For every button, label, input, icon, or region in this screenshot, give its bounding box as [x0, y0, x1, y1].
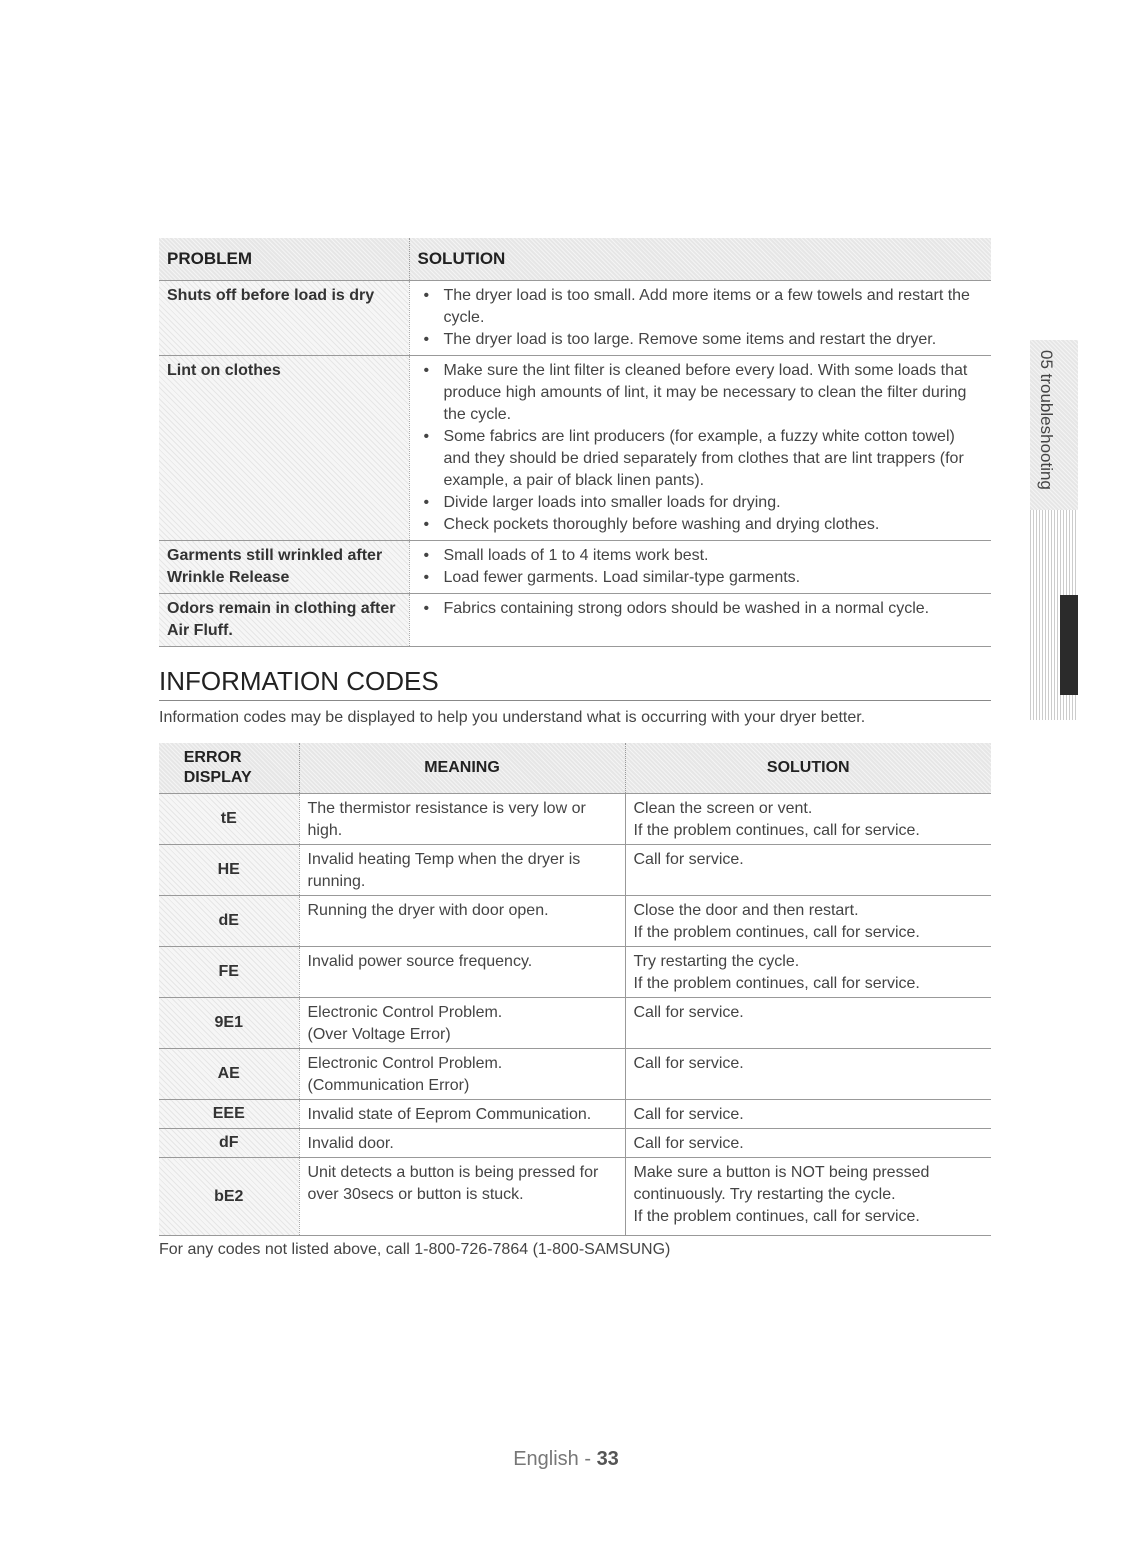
meaning-line: The thermistor resistance is very low or high. — [307, 800, 586, 839]
header-meaning: MEANING — [299, 743, 625, 794]
solution-line: Call for service. — [633, 1106, 744, 1123]
solution-list — [422, 598, 984, 620]
problem-row — [159, 281, 991, 356]
information-codes-table — [159, 743, 991, 1236]
problem-row — [159, 356, 991, 541]
section-title: INFORMATION CODES — [159, 666, 991, 701]
header-problem: PROBLEM — [159, 238, 409, 281]
problem-cell: Garments still wrinkled after Wrinkle Release — [159, 541, 409, 594]
solution-cell — [625, 998, 991, 1049]
solution-item: • The dryer load is too small. Add more items or a few towels and restart the cycle. — [444, 285, 984, 329]
meaning-line: Electronic Control Problem. — [307, 1055, 503, 1072]
code-row — [159, 794, 991, 845]
meaning-cell — [299, 1100, 625, 1129]
meaning-line: Invalid door. — [307, 1135, 394, 1152]
meaning-line: Running the dryer with door open. — [307, 902, 549, 919]
solution-line: If the problem continues, call for service. — [633, 1208, 920, 1225]
solution-cell — [625, 1129, 991, 1158]
code-cell: tE — [159, 794, 299, 845]
code-cell: AE — [159, 1049, 299, 1100]
solution-cell — [409, 356, 991, 541]
solution-cell — [625, 1158, 991, 1236]
solution-item: • Small loads of 1 to 4 items work best. — [444, 545, 984, 567]
solution-cell — [409, 281, 991, 356]
solution-item: • Fabrics containing strong odors should be washed in a normal cycle. — [444, 598, 984, 620]
solution-line: Call for service. — [633, 1135, 744, 1152]
solution-line: Try restarting the cycle. — [633, 953, 800, 970]
code-row — [159, 896, 991, 947]
solution-line: Call for service. — [633, 1055, 744, 1072]
code-cell: dF — [159, 1129, 299, 1158]
code-row — [159, 998, 991, 1049]
meaning-cell — [299, 998, 625, 1049]
solution-line: Call for service. — [633, 851, 744, 868]
page-number: English - 33 — [513, 1448, 619, 1470]
code-row — [159, 845, 991, 896]
code-cell: FE — [159, 947, 299, 998]
code-cell: dE — [159, 896, 299, 947]
solution-cell — [625, 896, 991, 947]
header-solution-codes: SOLUTION — [625, 743, 991, 794]
problem-cell: Lint on clothes — [159, 356, 409, 541]
solution-cell — [409, 594, 991, 647]
footer-note: For any codes not listed above, call 1-800-726-7864 (1-800-SAMSUNG) — [159, 1241, 671, 1258]
solution-cell — [625, 1049, 991, 1100]
code-row — [159, 1100, 991, 1129]
problem-row — [159, 541, 991, 594]
meaning-cell — [299, 845, 625, 896]
side-tab-label: 05 troubleshooting — [1037, 350, 1056, 490]
solution-item: • Check pockets thoroughly before washing and drying clothes. — [444, 514, 984, 536]
solution-line: If the problem continues, call for service. — [633, 975, 920, 992]
solution-item: • Make sure the lint filter is cleaned before every load. With some loads that produce high amounts of lint, it may be necessary to clean the filter during the cycle. — [444, 360, 984, 426]
solution-cell — [625, 947, 991, 998]
solution-line: Close the door and then restart. — [633, 902, 859, 919]
problem-row — [159, 594, 991, 647]
code-row — [159, 1049, 991, 1100]
solution-list — [422, 545, 984, 589]
meaning-line: Electronic Control Problem. — [307, 1004, 503, 1021]
code-row — [159, 1158, 991, 1236]
solution-item: • Some fabrics are lint producers (for example, a fuzzy white cotton towel) and they should be dried separately from clothes that are lint trappers (for example, a pair of black linen pants). — [444, 426, 984, 492]
code-row — [159, 1129, 991, 1158]
meaning-cell — [299, 794, 625, 845]
code-cell: 9E1 — [159, 998, 299, 1049]
meaning-cell — [299, 1158, 625, 1236]
side-tab-marker — [1060, 595, 1078, 695]
meaning-line: Invalid heating Temp when the dryer is running. — [307, 851, 581, 890]
header-solution: SOLUTION — [409, 238, 991, 281]
meaning-cell — [299, 1129, 625, 1158]
solution-item: • Load fewer garments. Load similar-type garments. — [444, 567, 984, 589]
header-error-display: ERROR DISPLAY — [159, 743, 299, 794]
meaning-line: Unit detects a button is being pressed for over 30secs or button is stuck. — [307, 1164, 599, 1203]
solution-line: Make sure a button is NOT being pressed continuously. Try restarting the cycle. — [633, 1164, 930, 1203]
code-cell: bE2 — [159, 1158, 299, 1236]
code-cell: EEE — [159, 1100, 299, 1129]
meaning-cell — [299, 947, 625, 998]
solution-item: • The dryer load is too large. Remove some items and restart the dryer. — [444, 329, 984, 351]
code-row — [159, 947, 991, 998]
solution-list — [422, 360, 984, 536]
solution-cell — [409, 541, 991, 594]
meaning-line: Invalid power source frequency. — [307, 953, 533, 970]
meaning-cell — [299, 1049, 625, 1100]
meaning-cell — [299, 896, 625, 947]
meaning-line: (Over Voltage Error) — [307, 1026, 451, 1043]
problem-cell: Odors remain in clothing after Air Fluff. — [159, 594, 409, 647]
section-intro: Information codes may be displayed to help you understand what is occurring with your dryer better. — [159, 709, 866, 726]
solution-line: Clean the screen or vent. — [633, 800, 813, 817]
solution-line: Call for service. — [633, 1004, 744, 1021]
solution-item: • Divide larger loads into smaller loads for drying. — [444, 492, 984, 514]
solution-list — [422, 285, 984, 351]
solution-cell — [625, 845, 991, 896]
meaning-line: (Communication Error) — [307, 1077, 470, 1094]
code-cell: HE — [159, 845, 299, 896]
solution-cell — [625, 794, 991, 845]
solution-line: If the problem continues, call for service. — [633, 822, 920, 839]
solution-line: If the problem continues, call for service. — [633, 924, 920, 941]
solution-cell — [625, 1100, 991, 1129]
problem-cell: Shuts off before load is dry — [159, 281, 409, 356]
meaning-line: Invalid state of Eeprom Communication. — [307, 1106, 592, 1123]
troubleshooting-table — [159, 238, 991, 647]
